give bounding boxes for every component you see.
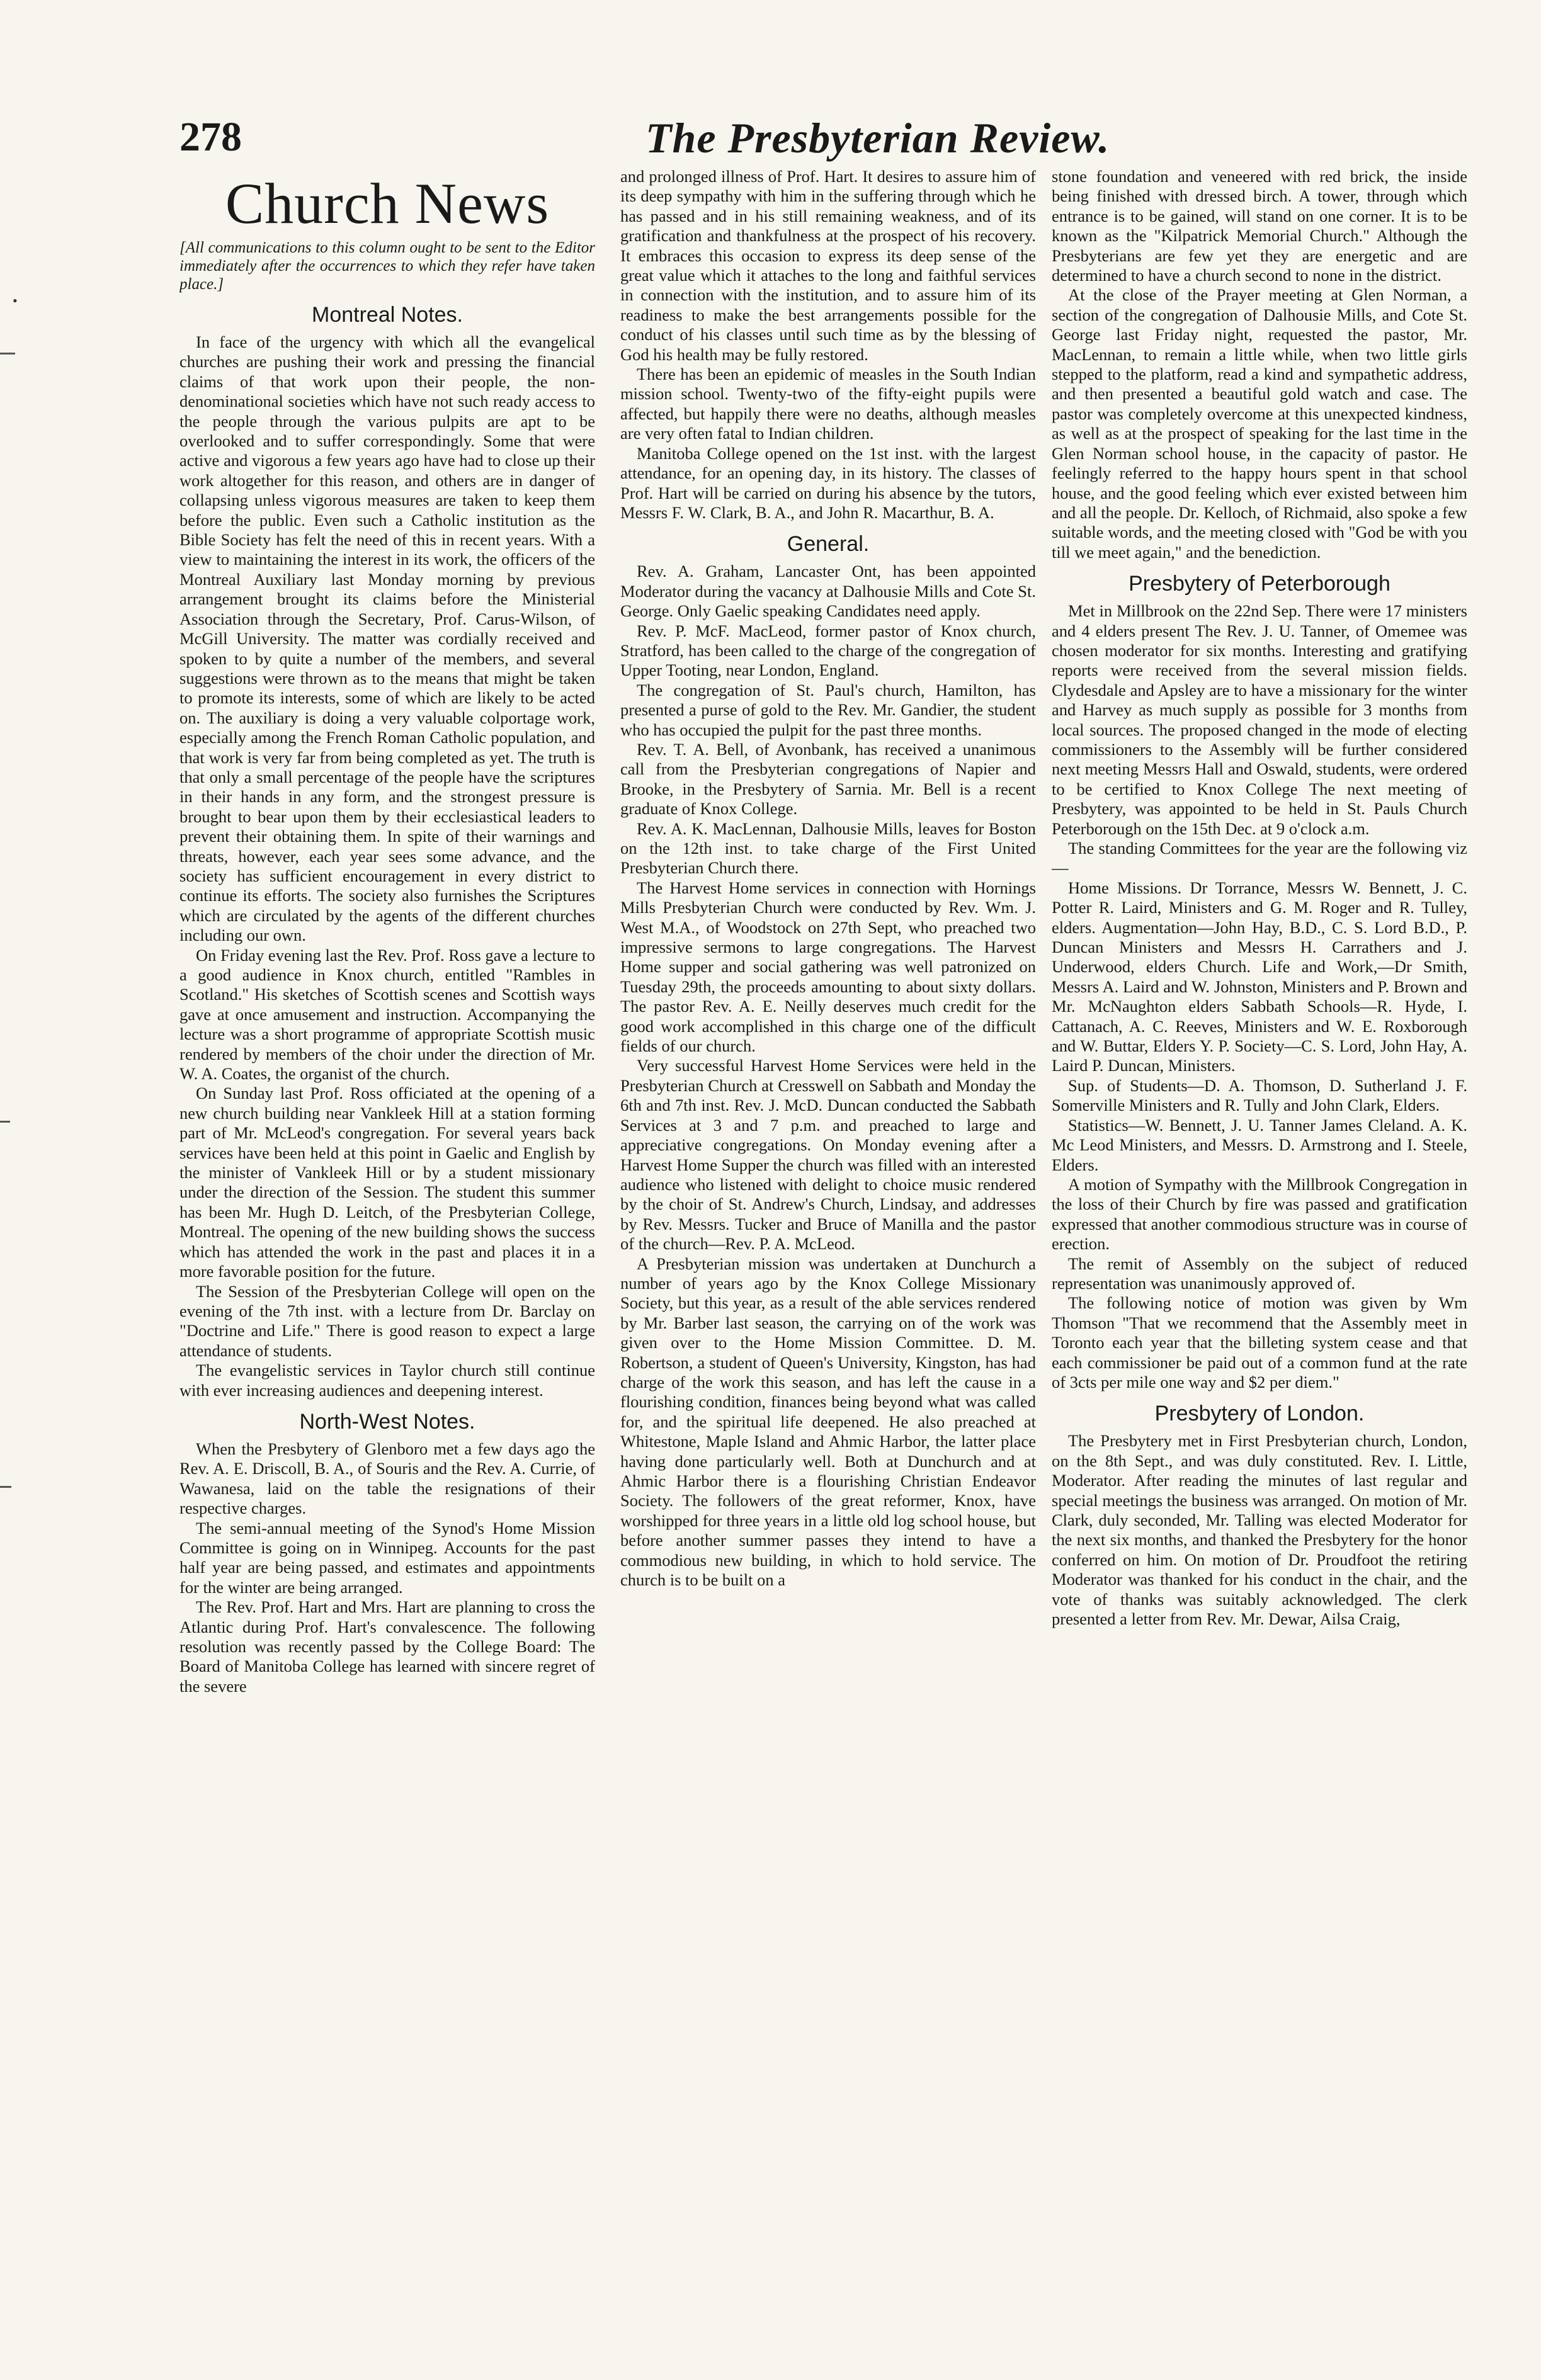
editor-note: [All communications to this column ought to be sent to the Editor immediately after the occurrences to which they refer have taken place.] [179,239,595,293]
paragraph: The Presbytery met in First Presbyterian church, London, on the 8th Sept., and was duly constituted. Rev. I. Little, Moderator. After reading the minutes of last regular and special meetings the business was arranged. On motion of Mr. Clark, duly seconded, Mr. Talling was elected Moderator for the next six months, and thanked the Presbytery for the honor conferred on him. On motion of Dr. Proudfoot the retiring Moderator was thanked for his conduct in the chair, and the vote of thanks was suitably acknowledged. The clerk presented a letter from Rev. Mr. Dewar, Ailsa Craig, [1052,1431,1467,1629]
paragraph: The evangelistic services in Taylor church still continue with ever increasing audiences and deepening interest. [179,1361,595,1400]
paragraph: The semi-annual meeting of the Synod's Home Mission Committee is going on in Winnipeg. Accounts for the past half year are being passed, and estimates and appointments for the winter are being arranged. [179,1518,595,1597]
margin-mark [0,353,15,354]
paragraph: On Friday evening last the Rev. Prof. Ross gave a lecture to a good audience in Knox church, entitled "Rambles in Scotland." His sketches of Scottish scenes and Scottish ways gave at once amusement and instruction. Accompanying the lecture was a short programme of appropriate Scottish music rendered by members of the choir under the direction of Mr. W. A. Coates, the organist of the church. [179,945,595,1084]
paragraph: The Session of the Presbyterian College will open on the evening of the 7th inst. with a lecture from Dr. Barclay on "Doctrine and Life." There is good reason to expect a large attendance of students. [179,1281,595,1360]
paragraph: In face of the urgency with which all the evangelical churches are pushing their work and pressing the financial claims of that work upon their people, the non-denominational societies which have not such ready access to the people through the various pulpits are apt to be overlooked and to suffer correspondingly. Some that were active and vigorous a few years ago have had to close up their work altogether for this reason, and others are in danger of collapsing unless vigorous measures are taken to keep them before the public. Even such a Catholic institution as the Bible Society has felt the need of this in recent years. With a view to maintaining the interest in its work, the officers of the Montreal Auxiliary last Monday morning by previous arrangement brought its claims before the Ministerial Association through the Secretary, Prof. Carus-Wilson, of McGill University. The matter was cordially received and spoken to by quite a number of the members, and several suggestions were thrown as to the means that might be taken to promote its interests, some of which are likely to be acted on. The auxiliary is doing a very valuable colportage work, especially among the French Roman Catholic population, and that work is very far from being completed as yet. The truth is that only a small percentage of the people have the scriptures in their hands in any form, and the strongest pressure is brought to bear upon them by their ecclesiastical leaders to prevent their obtaining them. In spite of their warnings and threats, however, each year sees some advance, and the society has sufficient encouragement in every district to continue its efforts. The society also furnishes the Scriptures which are circulated by the agents of the different churches including our own. [179,332,595,945]
paragraph: There has been an epidemic of measles in the South Indian mission school. Twenty-two of the fifty-eight pupils were affected, but happily there were no deaths, although measles are very often fatal to Indian children. [620,365,1036,443]
paragraph: At the close of the Prayer meeting at Glen Norman, a section of the congregation of Dalhousie Mills, and Cote St. George last Friday night, requested the pastor, Mr. MacLennan, to remain a little while, when two little girls stepped to the platform, read a kind and sympathetic address, and then presented a beautiful gold watch and case. The pastor was completely overcome at this unexpected kindness, as well as at the prospect of speaking for the last time in the Glen Norman school house, in the capacity of pastor. He feelingly referred to the happy hours spent in that school house, and the good feeling which ever existed between him and all the people. Dr. Kelloch, of Richmaid, also spoke a few suitable words, and the meeting closed with "God be with you till we meet again," and the benediction. [1052,285,1467,562]
section-heading: Presbytery of Peterborough [1129,572,1390,596]
column-3 [1052,167,1467,2320]
paragraph: The Harvest Home services in connection with Hornings Mills Presbyterian Church were conducted by Rev. Wm. J. West M.A., of Woodstock on 27th Sept, who preached two impressive sermons to large congregations. The Harvest Home supper and social gathering was well patronized on Tuesday 29th, the proceeds amounting to about sixty dollars. The pastor Rev. A. E. Neilly deserves much credit for the good work accomplished in this charge one of the difficult fields of our church. [620,878,1036,1056]
page-header [179,107,1533,176]
paragraph: Rev. A. Graham, Lancaster Ont, has been appointed Moderator during the vacancy at Dalhousie Mills and Cote St. George. Only Gaelic speaking Candidates need apply. [620,562,1036,621]
paragraph: The Rev. Prof. Hart and Mrs. Hart are planning to cross the Atlantic during Prof. Hart's convalescence. The following resolution was recently passed by the College Board: The Board of Manitoba College has learned with sincere regret of the severe [179,1597,595,1696]
paragraph: Sup. of Students—D. A. Thomson, D. Sutherland J. F. Somerville Ministers and R. Tully and John Clark, Elders. [1052,1075,1467,1115]
paragraph: Statistics—W. Bennett, J. U. Tanner James Cleland. A. K. Mc Leod Ministers, and Messrs. D. Armstrong and I. Steele, Elders. [1052,1115,1467,1174]
paragraph: Rev. P. McF. MacLeod, former pastor of Knox church, Stratford, has been called to the charge of the congregation of Upper Tooting, near London, England. [620,621,1036,680]
section-heading: General. [787,532,870,557]
paragraph: The congregation of St. Paul's church, Hamilton, has presented a purse of gold to the Rev. Mr. Gandier, the student who has occupied the pulpit for the past three months. [620,680,1036,739]
column-1 [179,167,595,2320]
margin-mark [0,1121,10,1123]
margin-bullet-icon: • [13,293,18,309]
paragraph: A motion of Sympathy with the Millbrook Congregation in the loss of their Church by fire was passed and gratification expressed that another commodious structure was in course of erection. [1052,1174,1467,1254]
running-head: The Presbyterian Review. [645,114,1110,162]
paragraph: and prolonged illness of Prof. Hart. It desires to assure him of its deep sympathy with him in the suffering through which he has passed and in his still remaining weakness, and of its gratification and thankfulness at the prospect of his recovery. It embraces this occasion to express its deep sense of the great value which it attaches to the long and faithful services in connection with the institution, and to assure him of its readiness to make the best arrangements possible for the conduct of his classes until such time as by the blessing of God his health may be fully restored. [620,167,1036,364]
paragraph: Rev. A. K. MacLennan, Dalhousie Mills, leaves for Boston on the 12th inst. to take charge of the First United Presbyterian Church there. [620,819,1036,878]
paragraph: The remit of Assembly on the subject of reduced representation was unanimously approved of. [1052,1254,1467,1293]
paragraph: A Presbyterian mission was undertaken at Dunchurch a number of years ago by the Knox College Missionary Society, but this year, as a result of the able services rendered by Mr. Barber last season, the carrying on of the work was given over to the Home Mission Committee. D. M. Robertson, a student of Queen's University, Kingston, has had charge of the work this season, and has left the cause in a flourishing condition, finances being beyond what was called for, and the spiritual life deepened. He also preached at Whitestone, Maple Island and Ahmic Harbor, the latter place having done particularly well. Both at Dunchurch and at Ahmic Harbor there is a flourishing Christian Endeavor Society. The followers of the great reformer, Knox, have worshipped for three years in a little old log school house, but before another summer passes they intend to have a commodious new building, in which to hold service. The church is to be built on a [620,1254,1036,1590]
section-heading: Presbytery of London. [1154,1402,1365,1426]
paragraph: The following notice of motion was given by Wm Thomson "That we recommend that the Assembly meet in Toronto each year that the billeting system cease and that each commissioner be paid out of a common fund at the rate of 3cts per mile one way and $2 per diem." [1052,1293,1467,1391]
paragraph: Met in Millbrook on the 22nd Sep. There were 17 ministers and 4 elders present The Rev. J. U. Tanner, of Omemee was chosen moderator for six months. Interesting and gratifying reports were received from the several mission fields. Clydesdale and Apsley are to have a missionary for the winter and Harvey as much supply as possible for 3 months from local sources. The proposed changed in the mode of electing commissioners to the Assembly will be further considered next meeting Messrs Hall and Oswald, students, were ordered to be certified to Knox College The next meeting of Presbytery, was appointed to be held in St. Pauls Church Peterborough on the 15th Dec. at 9 o'clock a.m. [1052,601,1467,838]
paragraph: stone foundation and veneered with red brick, the inside being finished with dressed birch. A tower, through which entrance is to be gained, will stand on one corner. It is to be known as the "Kilpatrick Memorial Church." Although the Presbyterians are few yet they are energetic and are determined to have a church second to none in the district. [1052,167,1467,285]
section-heading: Montreal Notes. [312,303,463,327]
paragraph: Manitoba College opened on the 1st inst. with the largest attendance, for an opening day, in its history. The classes of Prof. Hart will be carried on during his absence by the tutors, Messrs F. W. Clark, B. A., and John R. Macarthur, B. A. [620,443,1036,522]
paragraph: The standing Committees for the year are the following viz— [1052,839,1467,878]
section-title: Church News [225,171,550,235]
paragraph: Very successful Harvest Home Services were held in the Presbyterian Church at Cresswell on Sabbath and Monday the 6th and 7th inst. Rev. J. McD. Duncan conducted the Sabbath Services at 3 and 7 p.m. and preached to large and appreciative congregations. On Monday evening after a Harvest Home Supper the church was filled with an interested audience who listened with delight to choice music rendered by the choir of St. Andrew's Church, Lindsay, and addresses by Rev. Messrs. Tucker and Bruce of Manilla and the pastor of the church—Rev. P. A. McLeod. [620,1056,1036,1254]
page-number: 278 [179,114,242,160]
section-heading: North-West Notes. [299,1409,475,1434]
column-2 [620,167,1036,2320]
margin-mark [0,1486,11,1488]
paragraph: Home Missions. Dr Torrance, Messrs W. Bennett, J. C. Potter R. Laird, Ministers and G. M. Roger and R. Tulley, elders. Augmentation—John Hay, B.D., C. S. Lord B.D., P. Duncan Ministers and Messrs H. Carrathers and J. Underwood, elders Church. Life and Work,—Dr Smith, Messrs A. Laird and W. Johnston, Ministers and P. Brown and Mr. McNaughton elders Sabbath Schools—R. Hyde, I. Cattanach, A. C. Reeves, Ministers and W. E. Roxborough and W. Buttar, Elders Y. P. Society—C. S. Lord, John Hay, A. Laird P. Duncan, Ministers. [1052,878,1467,1075]
paragraph: Rev. T. A. Bell, of Avonbank, has received a unanimous call from the Presbyterian congregations of Napier and Brooke, in the Presbytery of Sarnia. Mr. Bell is a recent graduate of Knox College. [620,739,1036,819]
paragraph: On Sunday last Prof. Ross officiated at the opening of a new church building near Vankleek Hill at a station forming part of Mr. McLeod's congregation. For several years back services have been held at this point in Gaelic and English by the minister of Vankleek Hill or by a student missionary under the direction of the Session. The student this summer has been Mr. Hugh D. Leitch, of the Presbyterian College, Montreal. The opening of the new building shows the success which has attended the work in the past and places it in a more favorable position for the future. [179,1084,595,1281]
paragraph: When the Presbytery of Glenboro met a few days ago the Rev. A. E. Driscoll, B. A., of Souris and the Rev. A. Currie, of Wawanesa, laid on the table the resignations of their respective charges. [179,1439,595,1518]
